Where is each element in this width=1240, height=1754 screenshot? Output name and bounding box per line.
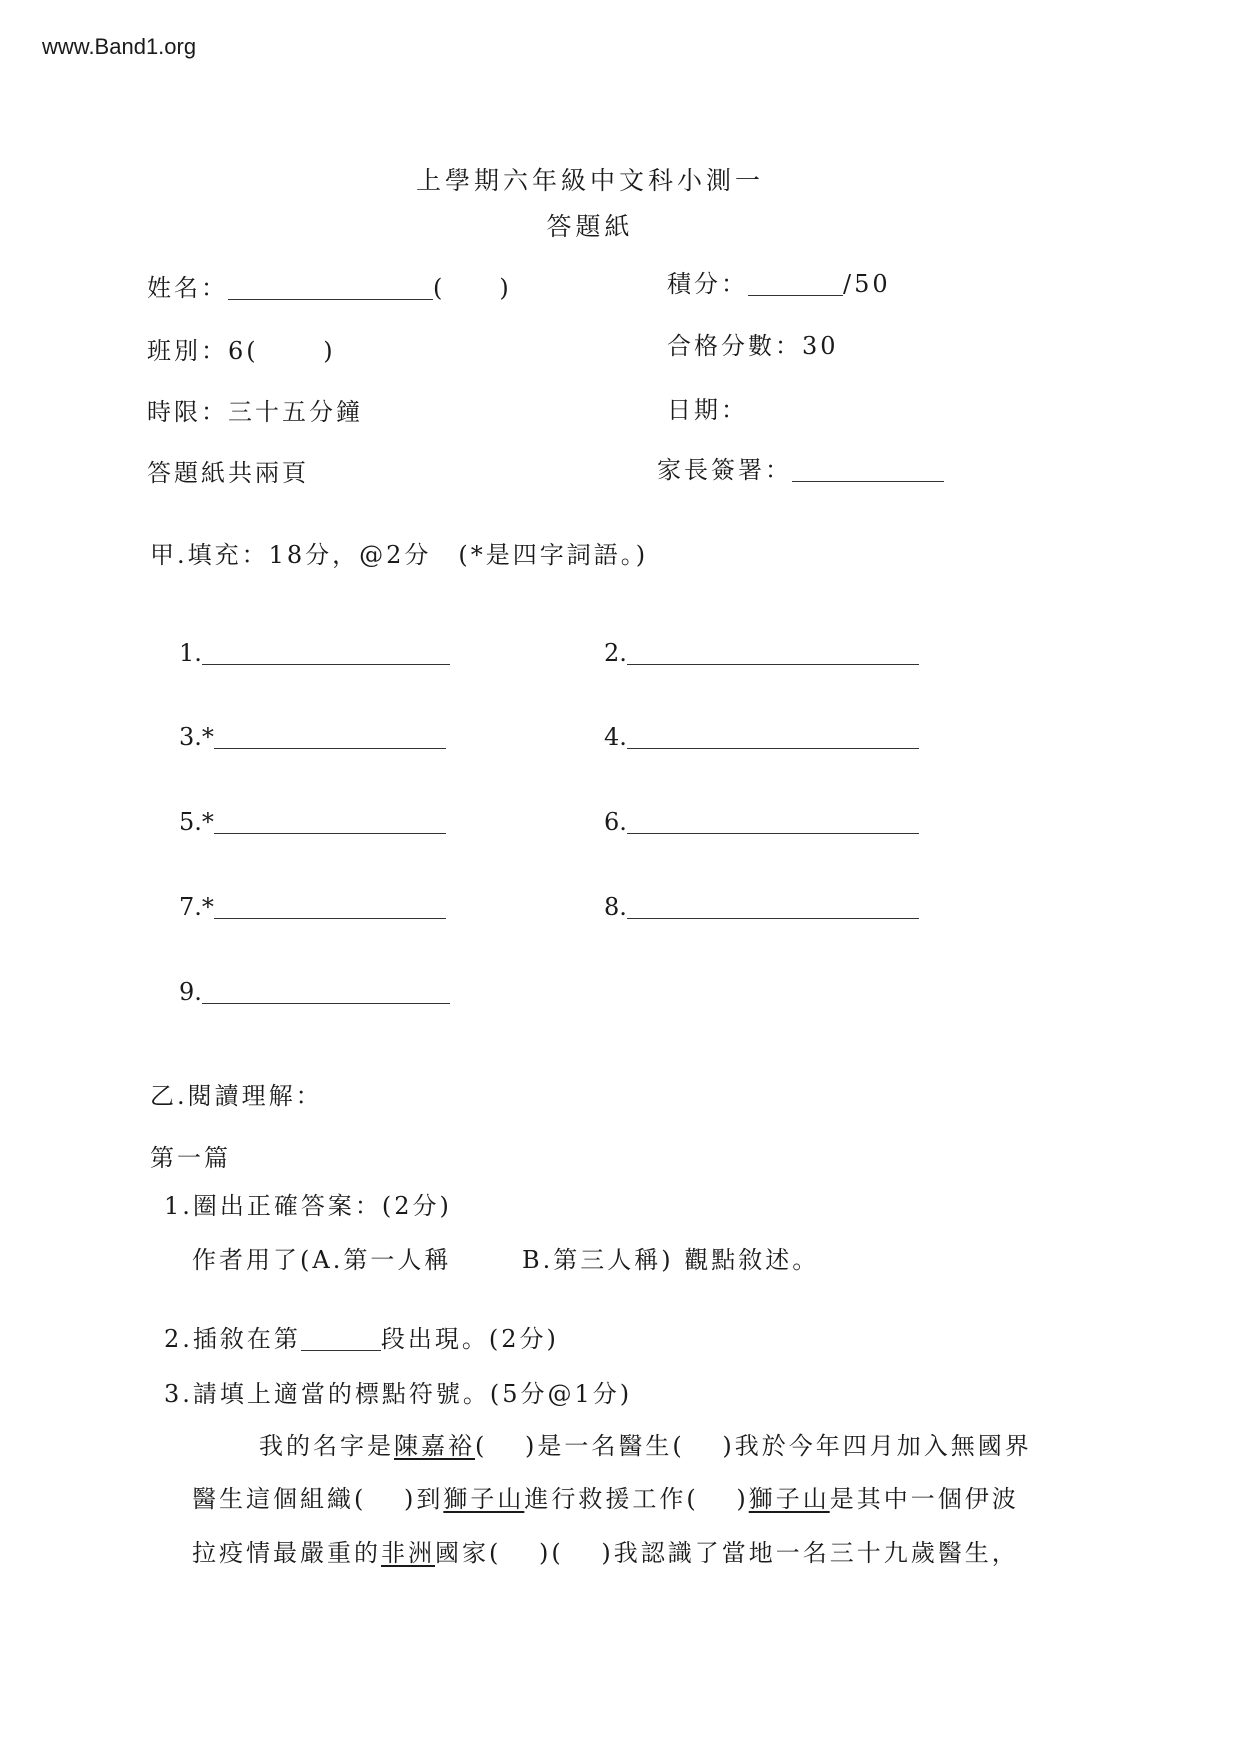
score-label: 積分： bbox=[667, 270, 748, 298]
text: 國家( )( )我認識了當地一名三十九歲醫生， bbox=[435, 1539, 1019, 1567]
name-number-paren: ( ) bbox=[433, 274, 512, 302]
question-2-prefix: 2.插敘在第 bbox=[164, 1325, 301, 1353]
blank-item bbox=[604, 725, 919, 749]
page-subtitle: 答題紙 bbox=[546, 212, 634, 241]
section-a-heading: 甲.填充：18分，@2分 (*是四字詞語。) bbox=[150, 541, 649, 569]
question-2-suffix: 段出現。(2分) bbox=[380, 1325, 559, 1353]
blank-item bbox=[604, 641, 919, 665]
text: ( )是一名醫生( )我於今年四月加入無國界 bbox=[475, 1432, 1032, 1460]
answer-field[interactable] bbox=[627, 642, 919, 665]
answer-field[interactable] bbox=[214, 726, 446, 749]
blank-number: 7.* bbox=[179, 893, 214, 921]
question-1: 1.圈出正確答案：(2分) bbox=[164, 1192, 452, 1220]
answer-field[interactable] bbox=[627, 726, 919, 749]
proper-noun: 陳嘉裕 bbox=[394, 1432, 475, 1460]
parent-sign-row bbox=[657, 458, 944, 482]
proper-noun: 獅子山 bbox=[748, 1485, 830, 1513]
question-2-field[interactable] bbox=[301, 1328, 381, 1351]
date-label: 日期： bbox=[667, 396, 748, 424]
text: 醫生這個組織( )到 bbox=[192, 1485, 444, 1513]
parent-sign-field[interactable] bbox=[792, 459, 944, 482]
blank-item bbox=[179, 725, 446, 749]
answer-field[interactable] bbox=[627, 811, 919, 834]
answer-field[interactable] bbox=[202, 981, 450, 1004]
answer-field[interactable] bbox=[214, 896, 446, 919]
blank-item bbox=[604, 810, 919, 834]
blank-item bbox=[179, 810, 446, 834]
proper-noun: 獅子山 bbox=[443, 1485, 525, 1513]
question-3: 3.請填上適當的標點符號。(5分@1分) bbox=[164, 1380, 633, 1408]
name-label: 姓名： bbox=[147, 274, 228, 302]
answer-field[interactable] bbox=[202, 642, 450, 665]
blank-item bbox=[179, 980, 450, 1004]
pages-note: 答題紙共兩頁 bbox=[147, 459, 309, 487]
blank-number: 6. bbox=[604, 808, 627, 836]
time-limit-label: 時限：三十五分鐘 bbox=[147, 398, 363, 426]
text: 是其中一個伊波 bbox=[829, 1485, 1019, 1513]
blank-number: 4. bbox=[604, 723, 627, 751]
blank-number: 5.* bbox=[179, 808, 214, 836]
text: 拉疫情最嚴重的 bbox=[192, 1539, 381, 1567]
answer-field[interactable] bbox=[214, 811, 446, 834]
passage-line-1 bbox=[259, 1434, 1032, 1458]
passage-line-2 bbox=[192, 1487, 1019, 1511]
page-title: 上學期六年級中文科小測一 bbox=[415, 166, 764, 195]
blank-item bbox=[179, 895, 446, 919]
blank-number: 2. bbox=[604, 639, 627, 667]
class-label: 班別：6( ) bbox=[147, 337, 336, 365]
blank-number: 1. bbox=[179, 639, 202, 667]
watermark: www.Band1.org bbox=[42, 34, 197, 59]
blank-item bbox=[604, 895, 919, 919]
score-row bbox=[667, 272, 891, 296]
question-2 bbox=[164, 1327, 559, 1351]
pass-mark-label: 合格分數：30 bbox=[667, 332, 839, 360]
answer-field[interactable] bbox=[627, 896, 919, 919]
score-total: /50 bbox=[843, 270, 891, 298]
blank-number: 8. bbox=[604, 893, 627, 921]
section-b-heading: 乙.閱讀理解： bbox=[150, 1082, 323, 1110]
proper-noun: 非洲 bbox=[381, 1539, 435, 1567]
name-row bbox=[147, 276, 512, 300]
text: 我的名字是 bbox=[259, 1432, 394, 1460]
question-1-option-b[interactable]: B.第三人稱) 觀點敘述。 bbox=[522, 1246, 820, 1274]
blank-item bbox=[179, 641, 450, 665]
passage-title: 第一篇 bbox=[150, 1144, 231, 1172]
name-field[interactable] bbox=[228, 277, 433, 300]
text: 進行救援工作( ) bbox=[524, 1485, 749, 1513]
score-field[interactable] bbox=[748, 273, 843, 296]
blank-number: 9. bbox=[179, 978, 202, 1006]
passage-line-3 bbox=[192, 1541, 1019, 1565]
blank-number: 3.* bbox=[179, 723, 214, 751]
question-1-option-a[interactable]: 作者用了(A.第一人稱 bbox=[192, 1246, 452, 1274]
parent-sign-label: 家長簽署： bbox=[657, 456, 792, 484]
